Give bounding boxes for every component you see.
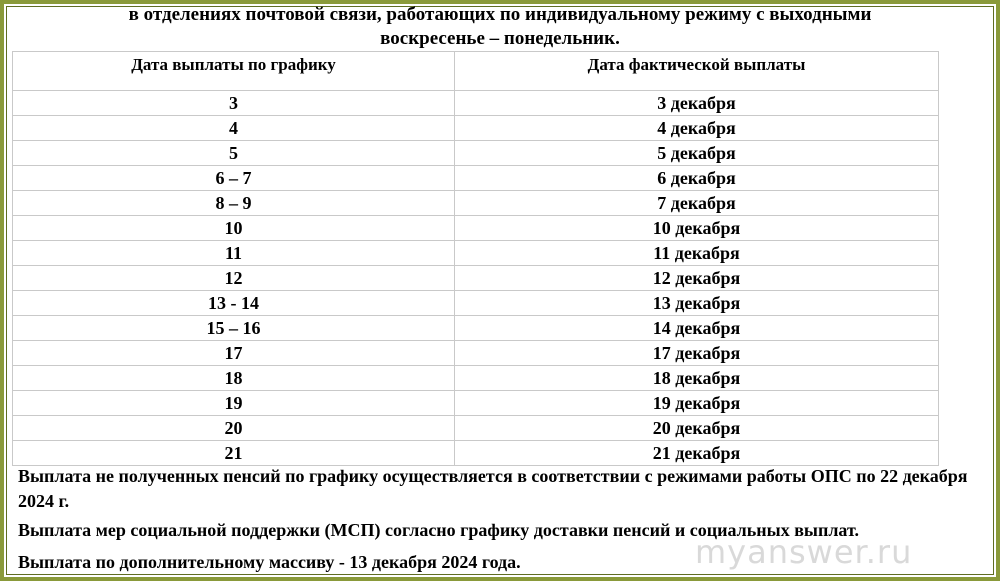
actual-date-cell: 6 декабря xyxy=(455,166,939,191)
note-unreceived-pensions: Выплата не полученных пенсий по графику осуществляется в соответствии с режимами работы ОПС по 22 декабря 2024 г. xyxy=(18,466,968,511)
table-row xyxy=(13,266,939,291)
actual-date-cell: 19 декабря xyxy=(455,391,939,416)
actual-date-cell: 17 декабря xyxy=(455,341,939,366)
scheduled-date-cell: 15 – 16 xyxy=(13,316,455,341)
table-row xyxy=(13,191,939,216)
header-actual-date: Дата фактической выплаты xyxy=(455,52,939,91)
table-row xyxy=(13,441,939,466)
actual-date-cell: 20 декабря xyxy=(455,416,939,441)
actual-date-cell: 7 декабря xyxy=(455,191,939,216)
table-row xyxy=(13,391,939,416)
table-row xyxy=(13,241,939,266)
table-row xyxy=(13,141,939,166)
note-additional-array: Выплата по дополнительному массиву - 13 декабря 2024 года. xyxy=(18,552,521,572)
actual-date-cell: 18 декабря xyxy=(455,366,939,391)
actual-date-cell: 11 декабря xyxy=(455,241,939,266)
scheduled-date-cell: 13 - 14 xyxy=(13,291,455,316)
table-row xyxy=(13,341,939,366)
actual-date-cell: 3 декабря xyxy=(455,91,939,116)
table-row xyxy=(13,116,939,141)
table-row xyxy=(13,316,939,341)
note-social-support: Выплата мер социальной поддержки (МСП) согласно графику доставки пенсий и социальных выплат. xyxy=(18,520,859,540)
actual-date-cell: 12 декабря xyxy=(455,266,939,291)
table-row xyxy=(13,91,939,116)
heading-line-1: в отделениях почтовой связи, работающих по индивидуальному режиму с выходными xyxy=(128,4,872,25)
actual-date-cell: 13 декабря xyxy=(455,291,939,316)
scheduled-date-cell: 18 xyxy=(13,366,455,391)
actual-date-cell: 10 декабря xyxy=(455,216,939,241)
scheduled-date-cell: 12 xyxy=(13,266,455,291)
actual-date-cell: 14 декабря xyxy=(455,316,939,341)
table-row xyxy=(13,291,939,316)
scheduled-date-cell: 3 xyxy=(13,91,455,116)
actual-date-cell: 5 декабря xyxy=(455,141,939,166)
scheduled-date-cell: 8 – 9 xyxy=(13,191,455,216)
table-row xyxy=(13,216,939,241)
actual-date-cell: 4 декабря xyxy=(455,116,939,141)
payment-schedule-table xyxy=(12,51,939,466)
header-scheduled-date: Дата выплаты по графику xyxy=(13,52,455,91)
table-row xyxy=(13,416,939,441)
scheduled-date-cell: 11 xyxy=(13,241,455,266)
scheduled-date-cell: 6 – 7 xyxy=(13,166,455,191)
heading-line-2: воскресенье – понедельник. xyxy=(380,28,620,49)
scheduled-date-cell: 21 xyxy=(13,441,455,466)
table-row xyxy=(13,166,939,191)
table-row xyxy=(13,366,939,391)
scheduled-date-cell: 20 xyxy=(13,416,455,441)
scheduled-date-cell: 10 xyxy=(13,216,455,241)
watermark: myanswer.ru xyxy=(695,533,913,571)
table-header-row xyxy=(13,52,939,91)
scheduled-date-cell: 4 xyxy=(13,116,455,141)
scheduled-date-cell: 19 xyxy=(13,391,455,416)
actual-date-cell: 21 декабря xyxy=(455,441,939,466)
scheduled-date-cell: 17 xyxy=(13,341,455,366)
scheduled-date-cell: 5 xyxy=(13,141,455,166)
